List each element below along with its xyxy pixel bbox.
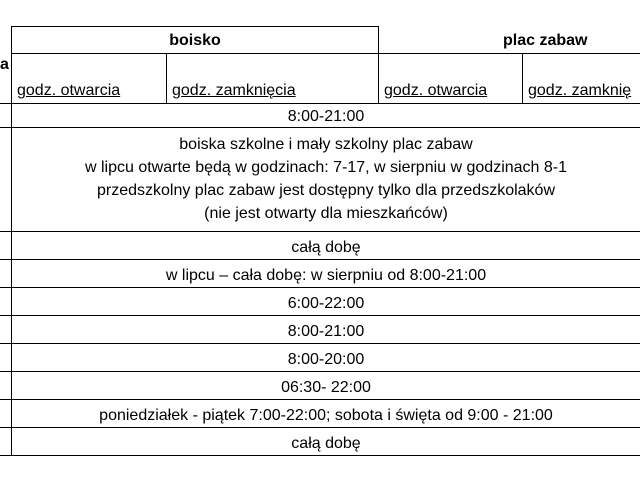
table-row (12, 265, 640, 287)
row-text: poniedziałek - piątek 7:00-22:00; sobota i święta od 9:00 - 21:00 (99, 407, 553, 424)
row-text: (nie jest otwarty dla mieszkańców) (204, 205, 448, 222)
table-row (12, 377, 640, 399)
row-text: 6:00-22:00 (287, 295, 365, 312)
table-row (12, 349, 640, 371)
table-row (12, 321, 640, 343)
row-text: boiska szkolne i mały szkolny plac zabaw (179, 136, 473, 153)
row-text: przedszkolny plac zabaw jest dostępny tylko dla przedszkolaków (96, 182, 555, 199)
subheader-opening-plac: godz. otwarcia (384, 82, 488, 99)
row-text: całą dobę (291, 239, 361, 256)
table-row (12, 106, 640, 128)
group-header-boisko: boisko (169, 32, 221, 49)
row-text: 8:00-21:00 (287, 108, 365, 125)
row-text: w lipcu – cała dobę: w sierpniu od 8:00-21:00 (165, 267, 487, 284)
subheader-closing-boisko: godz. zamknięcia (172, 82, 296, 99)
table-row (12, 293, 640, 315)
row-text: 8:00-20:00 (287, 351, 365, 368)
row-text: 06:30- 22:00 (281, 379, 371, 396)
group-header-plac-zabaw: plac zabaw (503, 32, 588, 49)
table-row (12, 237, 640, 259)
table-row (12, 405, 640, 427)
subheader-opening-boisko: godz. otwarcia (17, 82, 121, 99)
row-text: w lipcu otwarte będą w godzinach: 7-17, w sierpniu w godzinach 8-1 (84, 159, 568, 176)
table-row (12, 433, 640, 455)
left-header-fragment: a (0, 56, 9, 73)
table-row (12, 133, 640, 225)
row-text: 8:00-21:00 (287, 323, 365, 340)
subheader-closing-plac: godz. zamknię (528, 82, 632, 99)
row-text: całą dobę (291, 435, 361, 452)
